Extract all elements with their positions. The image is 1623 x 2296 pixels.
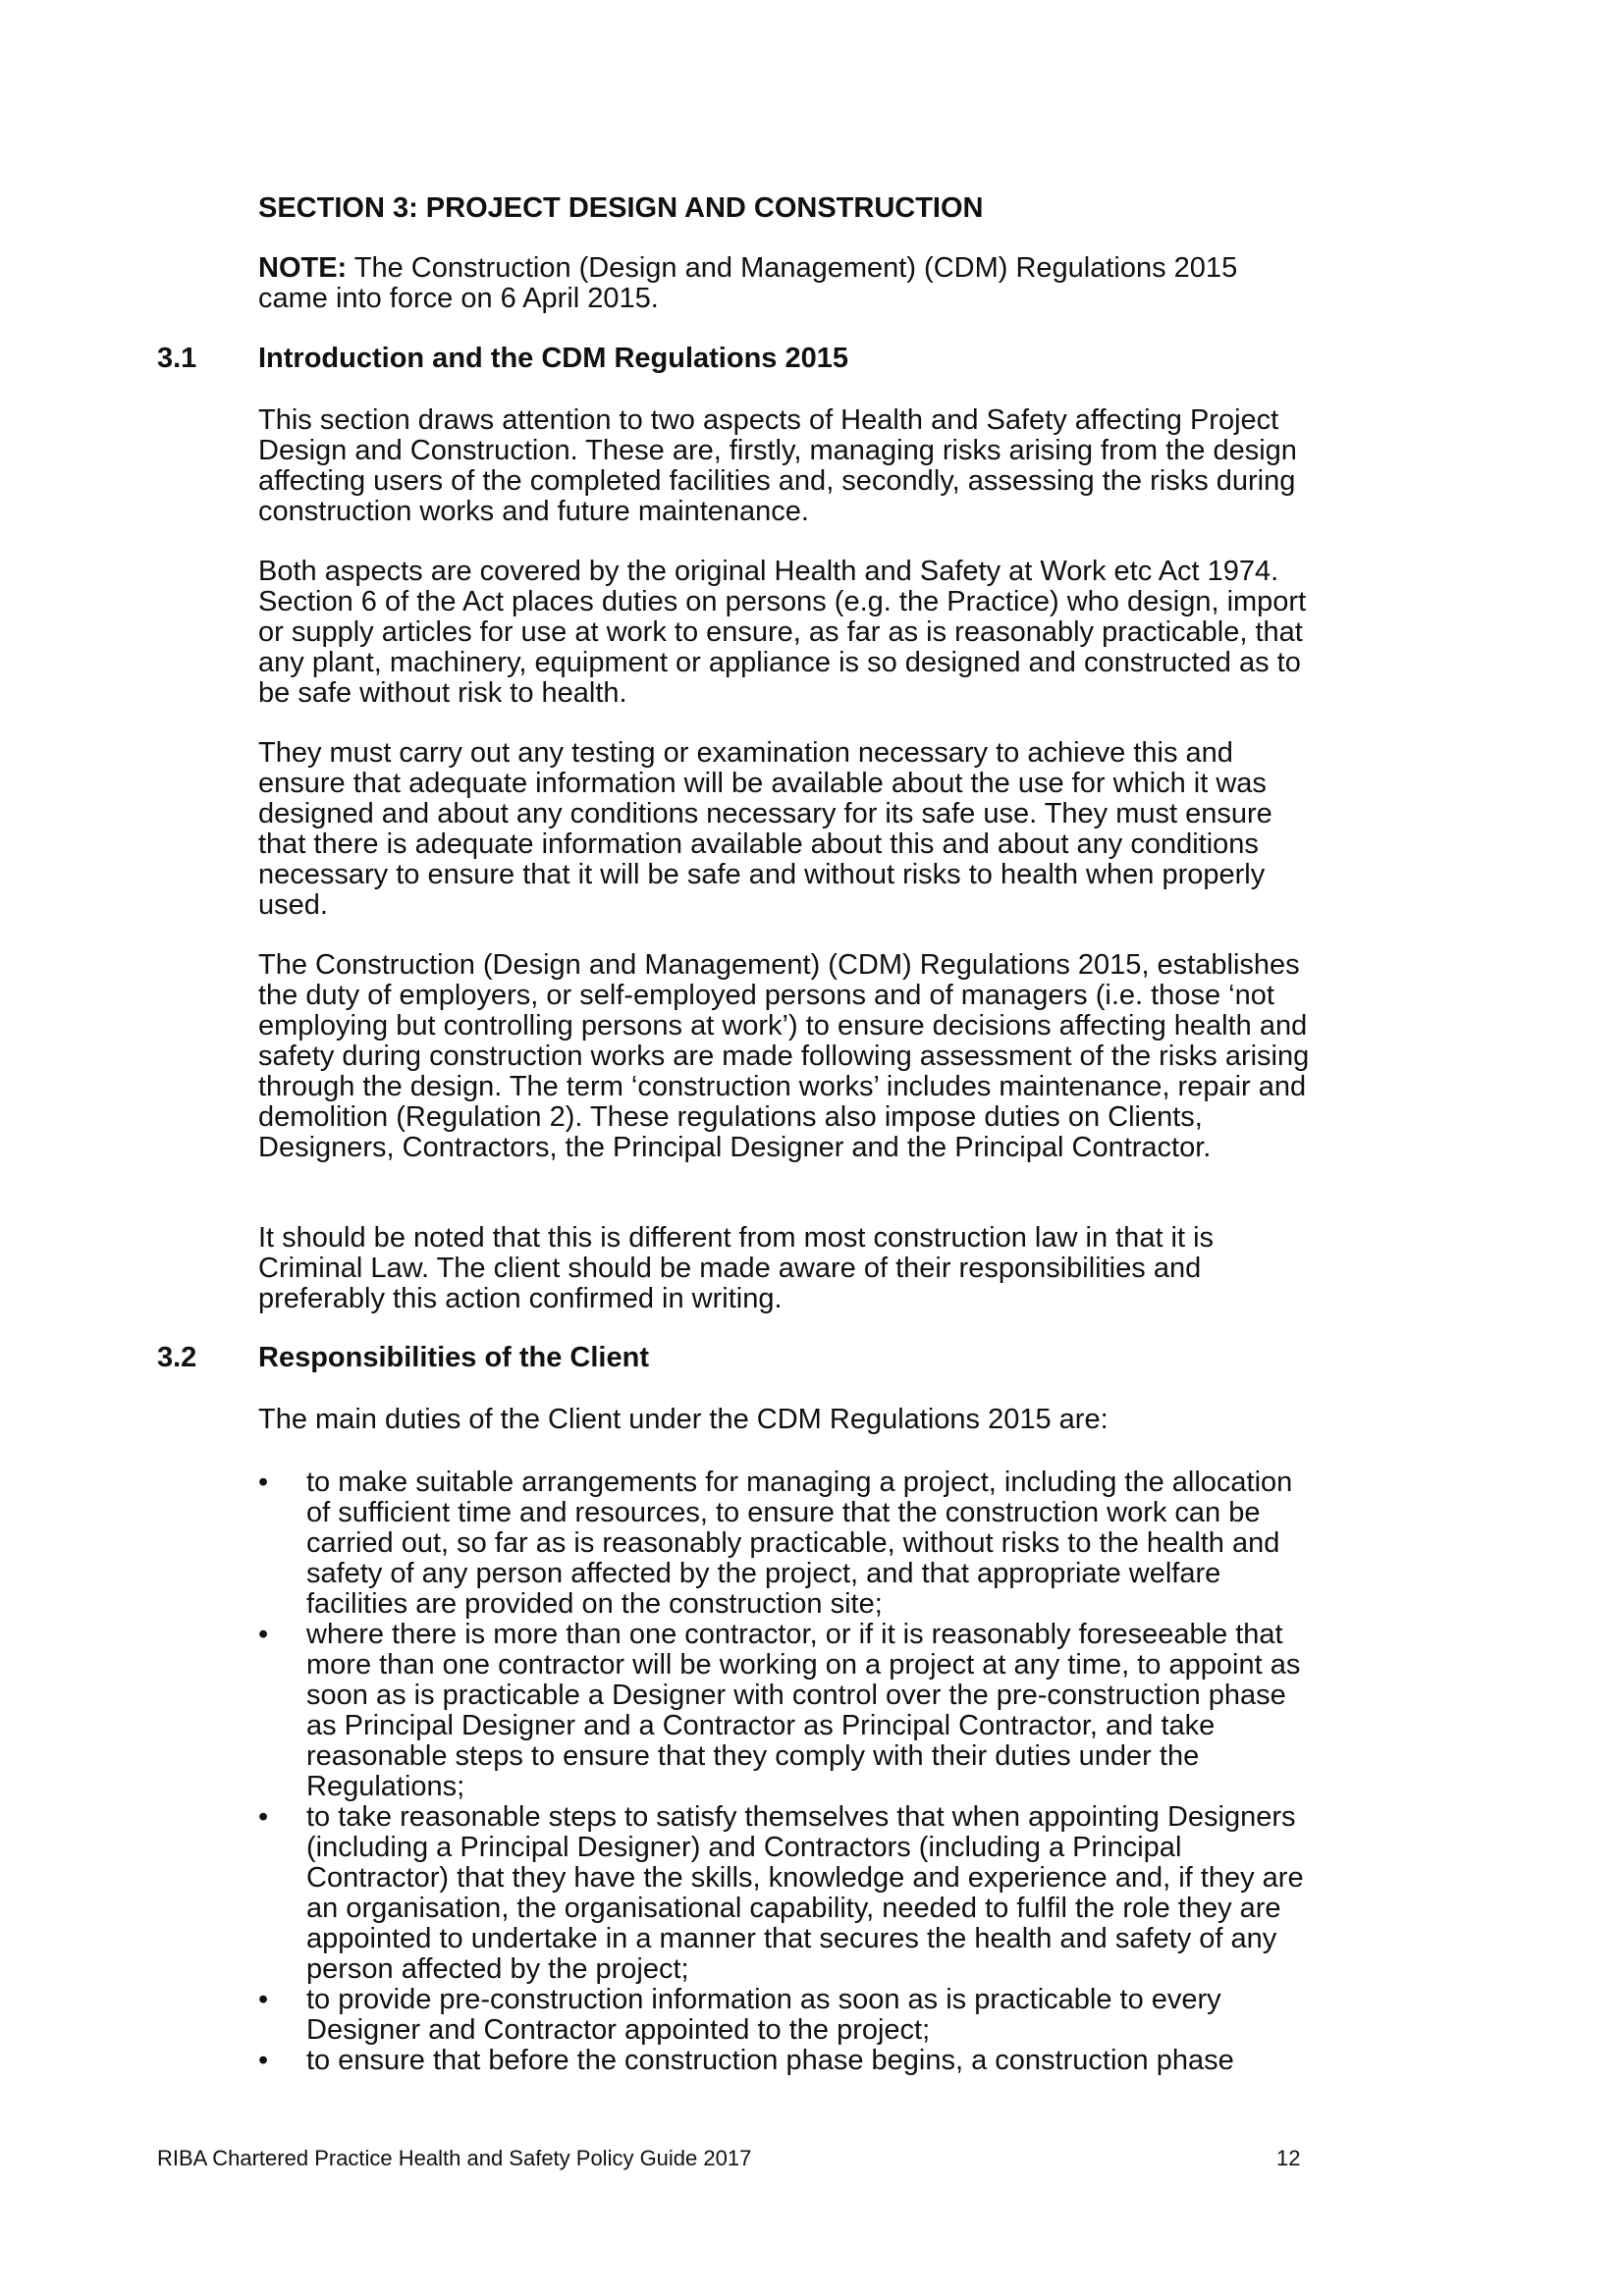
list-item	[258, 2046, 1319, 2076]
paragraph-3-2-intro: The main duties of the Client under the CDM Regulations 2015 are:	[258, 1404, 1109, 1435]
note-label: NOTE:	[258, 252, 348, 284]
list-item-text: to provide pre-construction information as soon as is practicable to every Designer and Contractor appointed to the project;	[306, 1984, 1221, 2046]
paragraph-3-1-4: The Construction (Design and Management) (CDM) Regulations 2015, establishes the duty of employers, or self-employed persons and of managers (i.e. those ‘not employing but controlling persons at work’) to ensure decisions affecting health and safety during construction works are made following assessment of the risks arising through the design. The term ‘construction works’ includes maintenance, repair and demolition (Regulation 2). These regulations also impose duties on Clients, Designers, Contractors, the Principal Designer and the Principal Contractor.	[258, 949, 1310, 1163]
section-title: SECTION 3: PROJECT DESIGN AND CONSTRUCTION	[258, 192, 984, 224]
bullet-icon: •	[258, 1801, 269, 1833]
footer-document-title: RIBA Chartered Practice Health and Safety Policy Guide 2017	[157, 2146, 752, 2170]
subsection-3-1-heading	[157, 343, 1335, 374]
page-number: 12	[1276, 2146, 1301, 2170]
note-text: The Construction (Design and Management) (CDM) Regulations 2015 came into force on 6 April 2015.	[258, 252, 1238, 314]
bullet-icon: •	[258, 1984, 269, 2015]
subsection-3-2-heading	[157, 1342, 1335, 1373]
paragraph-3-1-3: They must carry out any testing or examination necessary to achieve this and ensure that adequate information will be available about the use for which it was designed and about any conditions necessary for its safe use. They must ensure that there is adequate information available about this and about any conditions necessary to ensure that it will be safe and without risks to health when properly used.	[258, 737, 1272, 921]
subsection-number: 3.1	[157, 343, 197, 374]
subsection-title: Introduction and the CDM Regulations 2015	[258, 343, 848, 374]
paragraph-3-1-2: Both aspects are covered by the original Health and Safety at Work etc Act 1974. Section 6 of the Act places duties on persons (e.g. the Practice) who design, import or supply articles for use at work to ensure, as far as is reasonably practicable, that any plant, machinery, equipment or appliance is so designed and constructed as to be safe without risk to health.	[258, 556, 1307, 709]
bullet-icon: •	[258, 1619, 269, 1650]
list-item	[258, 1802, 1319, 1985]
bullet-icon: •	[258, 1467, 269, 1498]
list-item-text: to take reasonable steps to satisfy themselves that when appointing Designers (including a Principal Designer) and Contractors (including a Principal Contractor) that they have the skills, knowledge and experience and, if they are an organisation, the organisational capability, needed to fulfil the role they are appointed to undertake in a manner that secures the health and safety of any person affected by the project;	[306, 1801, 1304, 1985]
subsection-number: 3.2	[157, 1342, 197, 1373]
list-item	[258, 1468, 1319, 1620]
list-item	[258, 1620, 1319, 1802]
list-item-text: to ensure that before the construction phase begins, a construction phase	[306, 2045, 1234, 2076]
subsection-title: Responsibilities of the Client	[258, 1342, 649, 1373]
list-item-text: where there is more than one contractor, or if it is reasonably foreseeable that more than one contractor will be working on a project at any time, to appoint as soon as is practicable a Designer with control over the pre-construction phase as Principal Designer and a Contractor as Principal Contractor, and take reasonable steps to ensure that they comply with their duties under the Regulations;	[306, 1619, 1301, 1802]
list-item-text: to make suitable arrangements for managing a project, including the allocation of sufficient time and resources, to ensure that the construction work can be carried out, so far as is reasonably practicable, without risks to the health and safety of any person affected by the project, and that appropriate welfare facilities are provided on the construction site;	[306, 1467, 1293, 1620]
paragraph-3-1-5: It should be noted that this is different from most construction law in that it is Criminal Law. The client should be made aware of their responsibilities and preferably this action confirmed in writing.	[258, 1222, 1215, 1314]
client-duties-list	[258, 1468, 1319, 2076]
list-item	[258, 1985, 1319, 2046]
note	[258, 253, 1289, 314]
paragraph-3-1-1: This section draws attention to two aspects of Health and Safety affecting Project Design and Construction. These are, firstly, managing risks arising from the design affecting users of the completed facilities and, secondly, assessing the risks during construction works and future maintenance.	[258, 404, 1297, 527]
bullet-icon: •	[258, 2045, 269, 2076]
